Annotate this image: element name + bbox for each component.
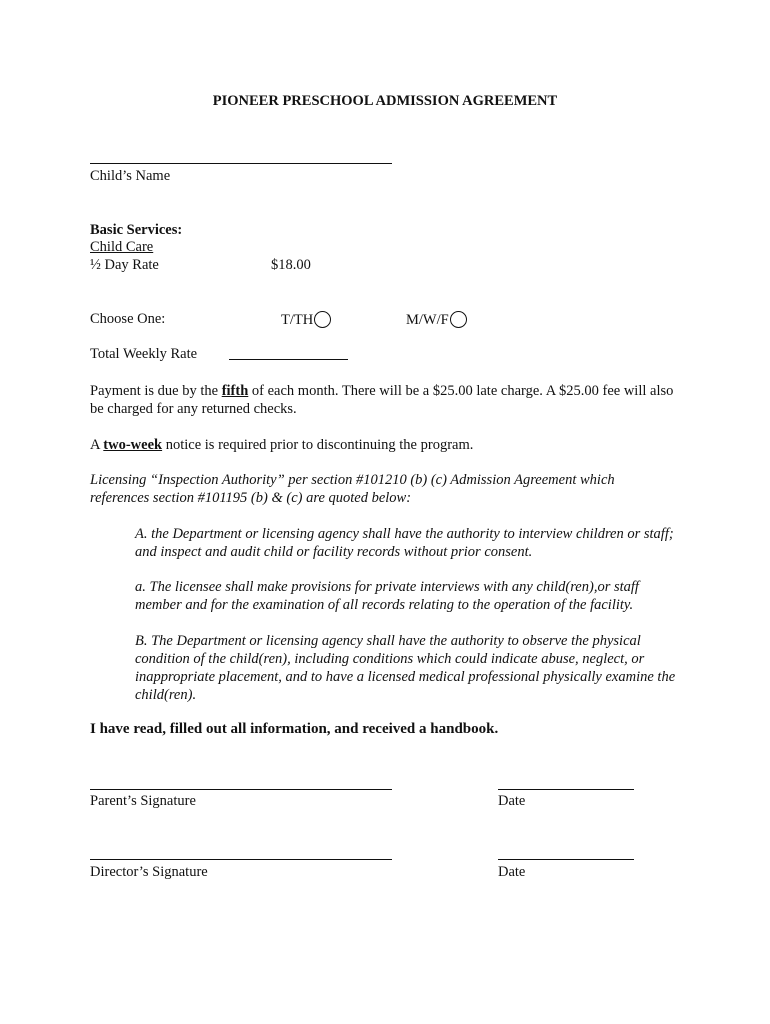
clause-A: A. the Department or licensing agency shall have the authority to interview children or staff; and inspect and audit child or facility records without prior consent. bbox=[135, 526, 674, 560]
document-title: PIONEER PRESCHOOL ADMISSION AGREEMENT bbox=[212, 93, 558, 109]
payment-text-pre: Payment is due by the bbox=[90, 383, 222, 399]
director-date-label: Date bbox=[498, 864, 526, 880]
parent-date-label: Date bbox=[498, 793, 526, 809]
payment-text-post: of each month. There will be a $25.00 late charge. A $25.00 fee will also be charged for any returned checks. bbox=[90, 383, 674, 417]
notice-emphasis: two-week bbox=[103, 437, 163, 453]
payment-emphasis: fifth bbox=[221, 383, 249, 399]
notice-paragraph bbox=[90, 436, 690, 454]
notice-text-pre: A bbox=[90, 437, 104, 453]
choose-one-label: Choose One: bbox=[90, 311, 166, 327]
clause-B: B. The Department or licensing agency shall have the authority to observe the physical condition of the child(ren), including conditions which could indicate abuse, neglect, or inappropriate placement, and to have a licensed medical professional physically examine the child(ren). bbox=[135, 633, 676, 703]
half-day-rate-value: $18.00 bbox=[271, 257, 311, 273]
total-weekly-rate-label: Total Weekly Rate bbox=[90, 346, 198, 362]
payment-paragraph bbox=[90, 382, 680, 418]
total-weekly-rate-field[interactable] bbox=[229, 359, 348, 360]
director-signature-line[interactable] bbox=[90, 859, 392, 860]
option-tth[interactable] bbox=[281, 311, 331, 329]
notice-text-post: notice is required prior to discontinuing the program. bbox=[162, 437, 474, 453]
director-signature-label: Director’s Signature bbox=[90, 864, 208, 880]
parent-date-line[interactable] bbox=[498, 789, 634, 790]
basic-services-heading: Basic Services: bbox=[90, 222, 183, 238]
clause-a: a. The licensee shall make provisions for private interviews with any child(ren),or staff member and for the examination of all records relating to the operation of the facility. bbox=[135, 579, 639, 613]
parent-signature-label: Parent’s Signature bbox=[90, 793, 196, 809]
option-tth-label: T/TH bbox=[281, 312, 314, 328]
radio-circle-icon[interactable] bbox=[450, 311, 467, 328]
child-care-label: Child Care bbox=[90, 239, 154, 255]
child-name-label: Child’s Name bbox=[90, 168, 171, 184]
option-mwf-label: M/W/F bbox=[406, 312, 449, 328]
child-name-line[interactable] bbox=[90, 163, 392, 164]
parent-signature-line[interactable] bbox=[90, 789, 392, 790]
director-date-line[interactable] bbox=[498, 859, 634, 860]
option-mwf[interactable] bbox=[406, 311, 467, 329]
half-day-rate-label: ½ Day Rate bbox=[90, 257, 159, 273]
radio-circle-icon[interactable] bbox=[314, 311, 331, 328]
licensing-intro: Licensing “Inspection Authority” per section #101210 (b) (c) Admission Agreement which references section #101195 (b) & (c) are quoted below: bbox=[90, 472, 615, 506]
acknowledgement-statement: I have read, filled out all information, and received a handbook. bbox=[90, 721, 499, 737]
